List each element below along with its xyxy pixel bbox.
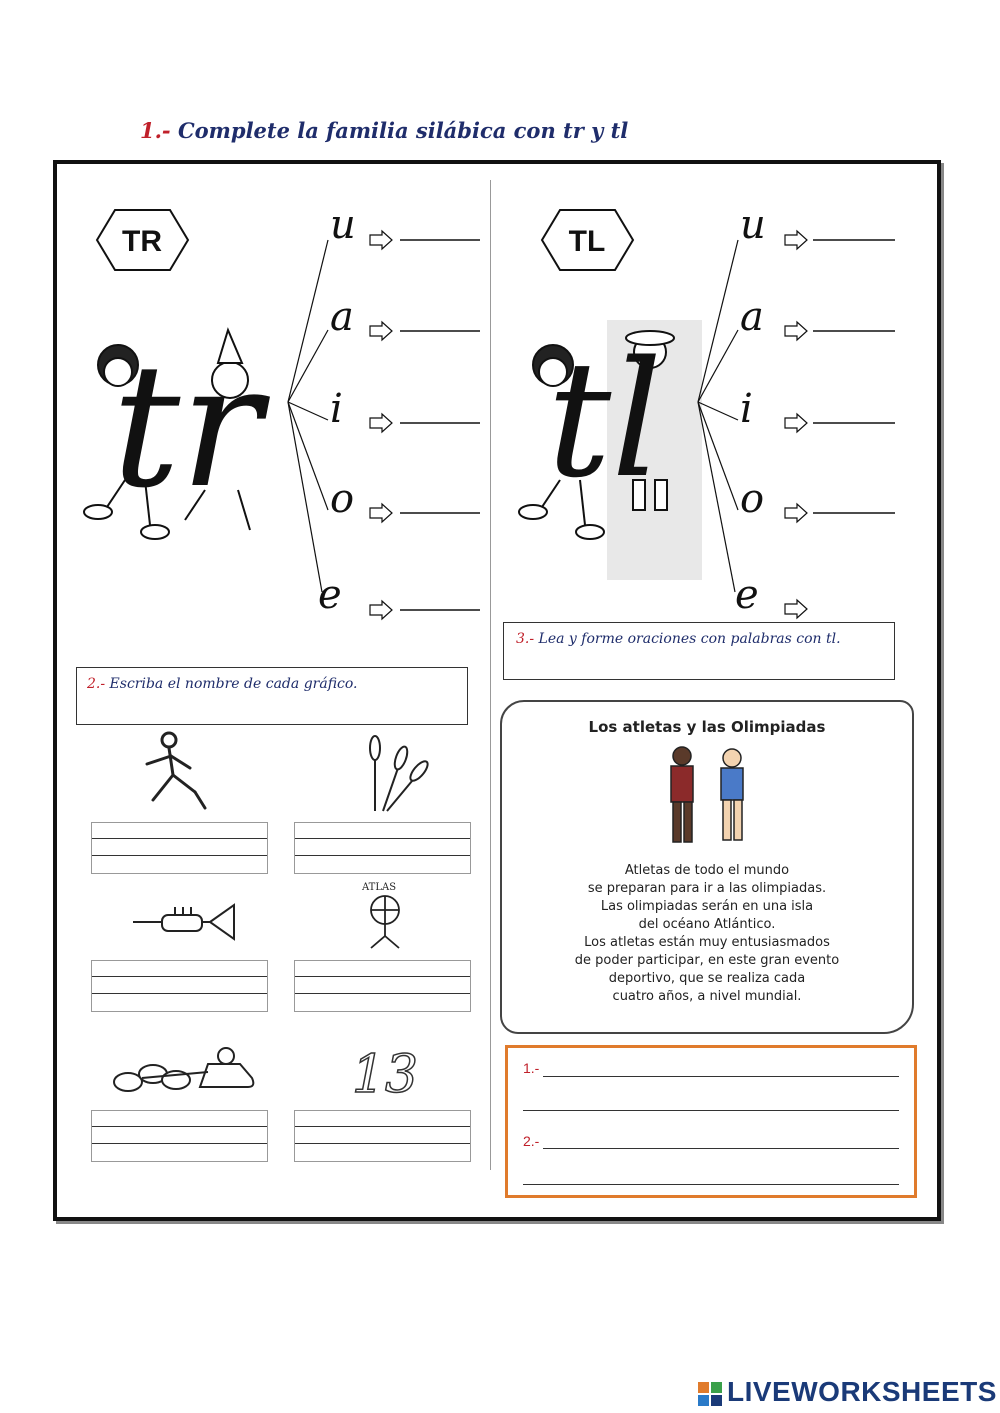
arrow-right-icon bbox=[370, 414, 392, 432]
tr-vowel-e: e bbox=[318, 572, 342, 618]
story-line: Atletas de todo el mundo bbox=[624, 863, 790, 878]
tr-answer-lines bbox=[400, 240, 480, 610]
title-number: 1.- bbox=[140, 118, 171, 143]
tr-vowel-a: a bbox=[330, 294, 354, 340]
arrow-right-icon bbox=[785, 600, 807, 618]
tl-big-letters: tl bbox=[547, 326, 663, 513]
tr-vowel-u: u bbox=[330, 202, 356, 248]
column-divider bbox=[490, 180, 491, 1170]
arrow-right-icon bbox=[785, 322, 807, 340]
task2-text: Escriba el nombre de cada gráfico. bbox=[109, 676, 358, 692]
worksheet-title bbox=[140, 118, 628, 143]
task3-text: Lea y forme oraciones con palabras con tl. bbox=[538, 631, 841, 647]
thirteen-picture bbox=[350, 1040, 420, 1100]
wheat-picture bbox=[355, 733, 435, 813]
arrow-right-icon bbox=[370, 231, 392, 249]
tr-hex-label: TR bbox=[122, 225, 162, 258]
answer-2-line[interactable] bbox=[543, 1148, 899, 1149]
task3-box bbox=[503, 622, 895, 680]
arrow-right-icon bbox=[785, 504, 807, 522]
story-line: se preparan para ir a las olimpiadas. bbox=[587, 881, 827, 896]
tl-section bbox=[495, 180, 925, 620]
answer-1-line[interactable] bbox=[543, 1076, 899, 1077]
tl-vowel-rows bbox=[735, 202, 766, 618]
runner-picture bbox=[135, 730, 215, 815]
trumpet-picture bbox=[130, 897, 240, 947]
story-line: del océano Atlántico. bbox=[638, 917, 776, 932]
write-lines-trumpet[interactable] bbox=[91, 960, 268, 1012]
tl-arrow-icons bbox=[785, 231, 807, 618]
tr-vowel-rows bbox=[318, 202, 356, 618]
write-lines-runner[interactable] bbox=[91, 822, 268, 874]
task3-number: 3.- bbox=[516, 631, 535, 647]
answer-2-label: 2.- bbox=[523, 1133, 540, 1149]
arrow-right-icon bbox=[370, 322, 392, 340]
athletes-picture bbox=[647, 744, 767, 854]
story-text bbox=[502, 862, 912, 1006]
story-line: cuatro años, a nivel mundial. bbox=[612, 989, 802, 1004]
write-lines-wheat[interactable] bbox=[294, 822, 471, 874]
task2-number: 2.- bbox=[87, 676, 106, 692]
tr-section bbox=[60, 180, 490, 640]
write-lines-atlas[interactable] bbox=[294, 960, 471, 1012]
story-line: de poder participar, en este gran evento bbox=[574, 953, 840, 968]
tl-vowel-a: a bbox=[740, 294, 764, 340]
tr-vowel-o: o bbox=[330, 476, 355, 522]
story-title: Los atletas y las Olimpiadas bbox=[588, 718, 826, 736]
tl-vowel-o: o bbox=[740, 476, 765, 522]
task2-box bbox=[76, 667, 468, 725]
tl-answer-lines bbox=[813, 240, 895, 513]
tl-vowel-e: e bbox=[735, 572, 759, 618]
arrow-right-icon bbox=[785, 231, 807, 249]
arrow-right-icon bbox=[785, 414, 807, 432]
story-line: deportivo, que se realiza cada bbox=[608, 971, 806, 986]
answer-1-label: 1.- bbox=[523, 1060, 540, 1076]
write-lines-thirteen[interactable] bbox=[294, 1110, 471, 1162]
answer-2-line-2[interactable] bbox=[523, 1184, 899, 1185]
tr-arrows bbox=[288, 240, 328, 592]
write-lines-sled[interactable] bbox=[91, 1110, 268, 1162]
logo-text: LIVEWORKSHEETS bbox=[727, 1376, 997, 1407]
tr-big-letters: tr bbox=[112, 328, 262, 526]
story-line: Las olimpiadas serán en una isla bbox=[600, 899, 814, 914]
story-card bbox=[500, 700, 914, 1034]
liveworksheets-logo[interactable] bbox=[697, 1376, 997, 1408]
atlas-label: ATLAS bbox=[362, 882, 397, 893]
title-text: Complete la familia silábica con tr y tl bbox=[177, 118, 629, 143]
arrow-right-icon bbox=[370, 504, 392, 522]
sled-picture bbox=[108, 1042, 258, 1102]
atlas-picture bbox=[357, 894, 412, 950]
tr-arrow-icons bbox=[370, 231, 392, 619]
story-line: Los atletas están muy entusiasmados bbox=[584, 935, 830, 950]
tl-vowel-u: u bbox=[740, 202, 766, 248]
logo-icon bbox=[697, 1381, 723, 1407]
tl-arrows bbox=[698, 240, 738, 592]
tl-vowel-i: i bbox=[740, 386, 753, 432]
tl-hex-label: TL bbox=[568, 225, 606, 258]
answer-1-line-2[interactable] bbox=[523, 1110, 899, 1111]
thirteen-number: 13 bbox=[351, 1045, 419, 1100]
arrow-right-icon bbox=[370, 601, 392, 619]
sentences-answer-box bbox=[505, 1045, 917, 1198]
tr-vowel-i: i bbox=[330, 386, 343, 432]
